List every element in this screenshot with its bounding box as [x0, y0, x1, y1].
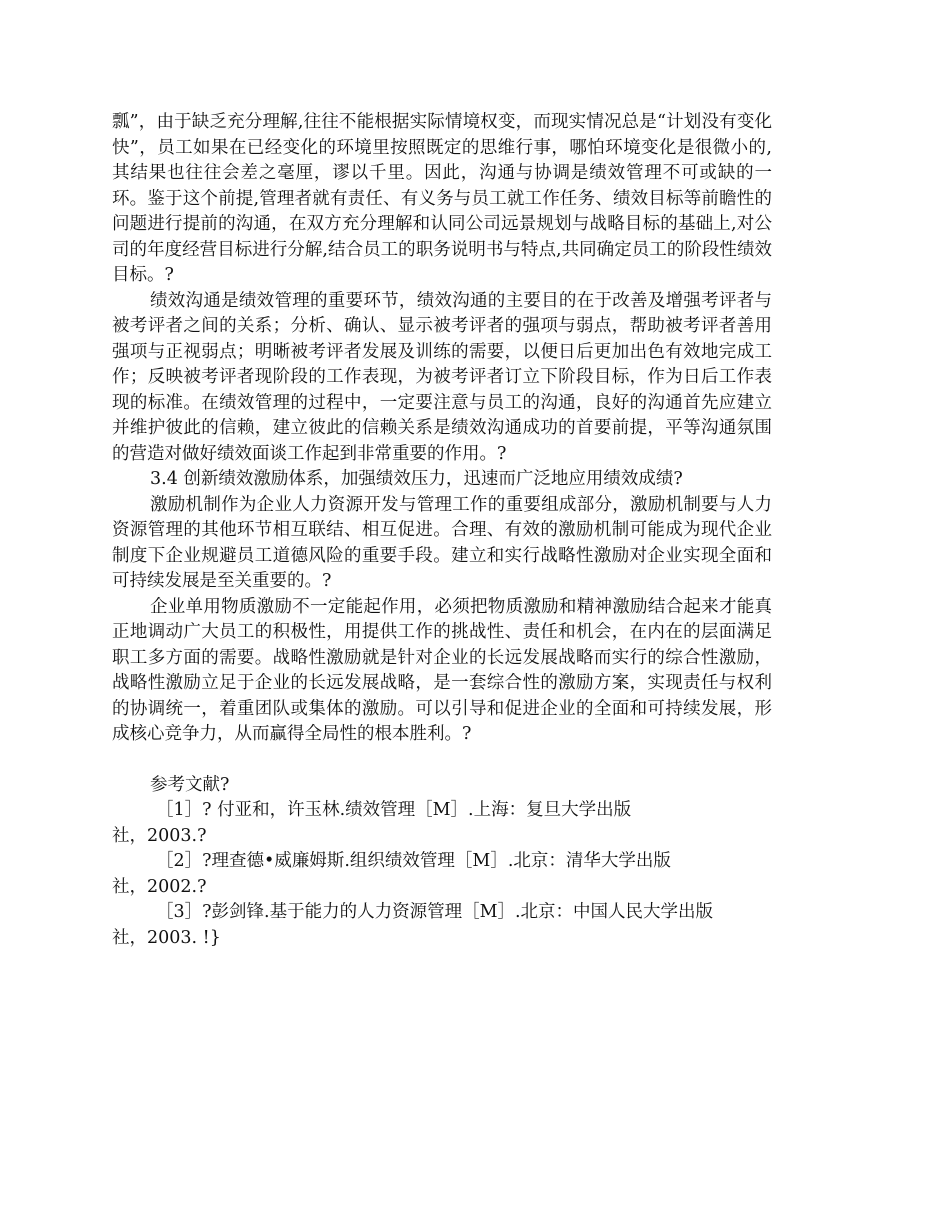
paragraph-incentive-mechanism: 激励机制作为企业人力资源开发与管理工作的重要组成部分，激励机制要与人力资源管理的其他环节相互联结、相互促进。合理、有效的激励机制可能成为现代企业制度下企业规避员工道德风险的重要手段。建立和实行战略性激励对企业实现全面和可持续发展是至关重要的。? — [112, 494, 772, 591]
reference-item — [112, 849, 772, 900]
reference-line: 社，2003. !} — [112, 927, 221, 948]
paragraph-strategic-incentive: 企业单用物质激励不一定能起作用，必须把物质激励和精神激励结合起来才能真正地调动广大员工的积极性，用提供工作的挑战性、责任和机会，在内在的层面满足职工多方面的需要。战略性激励就是针对企业的长远发展战略而实行的综合性激励，战略性激励立足于企业的长远发展战略，是一套综合性的激励方案，实现责任与权利的协调统一，着重团队或集体的激励。可以引导和促进企业的全面和可持续发展，形成核心竞争力，从而赢得全局性的根本胜利。? — [112, 596, 772, 744]
reference-line: 社，2003.? — [112, 825, 207, 846]
reference-item — [112, 798, 772, 849]
paragraph-performance-communication: 绩效沟通是绩效管理的重要环节，绩效沟通的主要目的在于改善及增强考评者与被考评者之间的关系；分析、确认、显示被考评者的强项与弱点，帮助被考评者善用强项与正视弱点；明晰被考评者发展及训练的需要，以便日后更加出色有效地完成工作；反映被考评者现阶段的工作表现，为被考评者订立下阶段目标，作为日后工作表现的标准。在绩效管理的过程中，一定要注意与员工的沟通，良好的沟通首先应建立并维护彼此的信赖，建立彼此的信赖关系是绩效沟通成功的首要前提，平等沟通氛围的营造对做好绩效面谈工作起到非常重要的作用。? — [112, 290, 772, 464]
document-page — [112, 110, 772, 951]
section-spacer — [112, 748, 772, 773]
reference-line: ［2］?理查德•威廉姆斯.组织绩效管理［M］.北京：清华大学出版 — [156, 851, 671, 871]
reference-item — [112, 900, 772, 951]
paragraph-communication-intro: 瓢”，由于缺乏充分理解,往往不能根据实际情境权变，而现实情况总是“计划没有变化快”，员工如果在已经变化的环境里按照既定的思维行事，哪怕环境变化是很微小的,其结果也往往会差之毫厘，谬以千里。因此，沟通与协调是绩效管理不可或缺的一环。鉴于这个前提,管理者就有责任、有义务与员工就工作任务、绩效目标等前瞻性的问题进行提前的沟通，在双方充分理解和认同公司远景规划与战略目标的基础上,对公司的年度经营目标进行分解,结合员工的职务说明书与特点,共同确定员工的阶段性绩效目标。? — [112, 112, 772, 285]
references-title: 参考文献? — [150, 774, 230, 795]
reference-line: ［1］? 付亚和，许玉林.绩效管理［M］.上海：复旦大学出版 — [156, 800, 632, 820]
reference-line: 社，2002.? — [112, 876, 207, 897]
section-heading-3-4: 3.4 创新绩效激励体系，加强绩效压力，迅速而广泛地应用绩效成绩? — [150, 469, 683, 489]
reference-line: ［3］?彭剑锋.基于能力的人力资源管理［M］.北京：中国人民大学出版 — [156, 902, 714, 922]
